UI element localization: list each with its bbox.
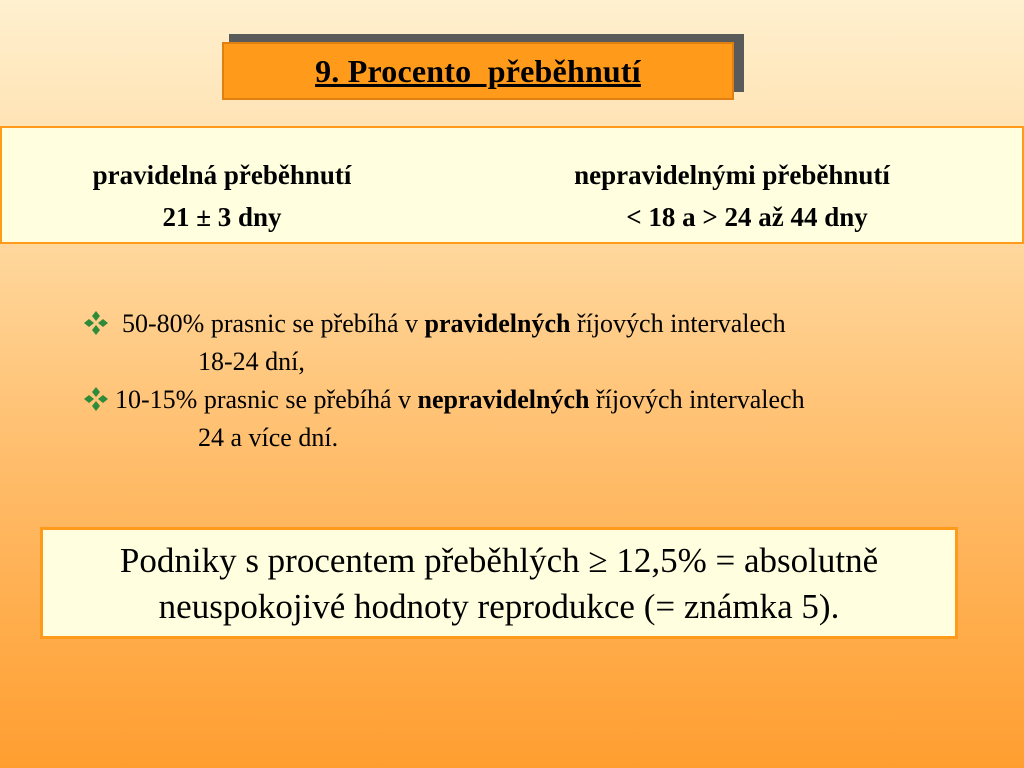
four-diamond-bullet-icon: [82, 309, 110, 337]
bullet-continuation: 24 a více dní.: [198, 423, 339, 452]
list-item: [82, 305, 982, 381]
bullet-text-before: 50-80% prasnic se přebíhá v: [122, 309, 425, 338]
bullet-text-before: 10-15% prasnic se přebíhá v: [115, 385, 418, 414]
irregular-value: < 18 a > 24 až 44 dny: [626, 202, 868, 232]
bullet-text-bold: nepravidelných: [417, 385, 590, 414]
four-diamond-bullet-icon: [82, 385, 110, 413]
bullet-continuation: 18-24 dní,: [198, 347, 305, 376]
regular-heading: pravidelná přeběhnutí: [92, 160, 352, 190]
conclusion-line-2: neuspokojivé hodnoty reprodukce (= známka 5).: [158, 587, 840, 626]
conclusion-line-1: Podniky s procentem přeběhlých ≥ 12,5% = absolutně: [119, 541, 879, 580]
page-title: 9. Procento přeběhnutí: [315, 52, 641, 89]
bullet-list: [82, 305, 982, 457]
bullet-text-bold: pravidelných: [424, 309, 571, 338]
irregular-column: [502, 154, 962, 238]
regular-column: [42, 154, 402, 238]
bullet-text-after: říjových intervalech: [589, 385, 805, 414]
bullet-text-after: říjových intervalech: [570, 309, 786, 338]
irregular-heading: nepravidelnými přeběhnutí: [574, 160, 890, 190]
regular-value: 21 ± 3 dny: [162, 202, 282, 232]
conclusion-box: [40, 527, 958, 639]
list-item: [82, 381, 982, 457]
comparison-box: [0, 126, 1024, 244]
title-banner: [222, 42, 734, 100]
